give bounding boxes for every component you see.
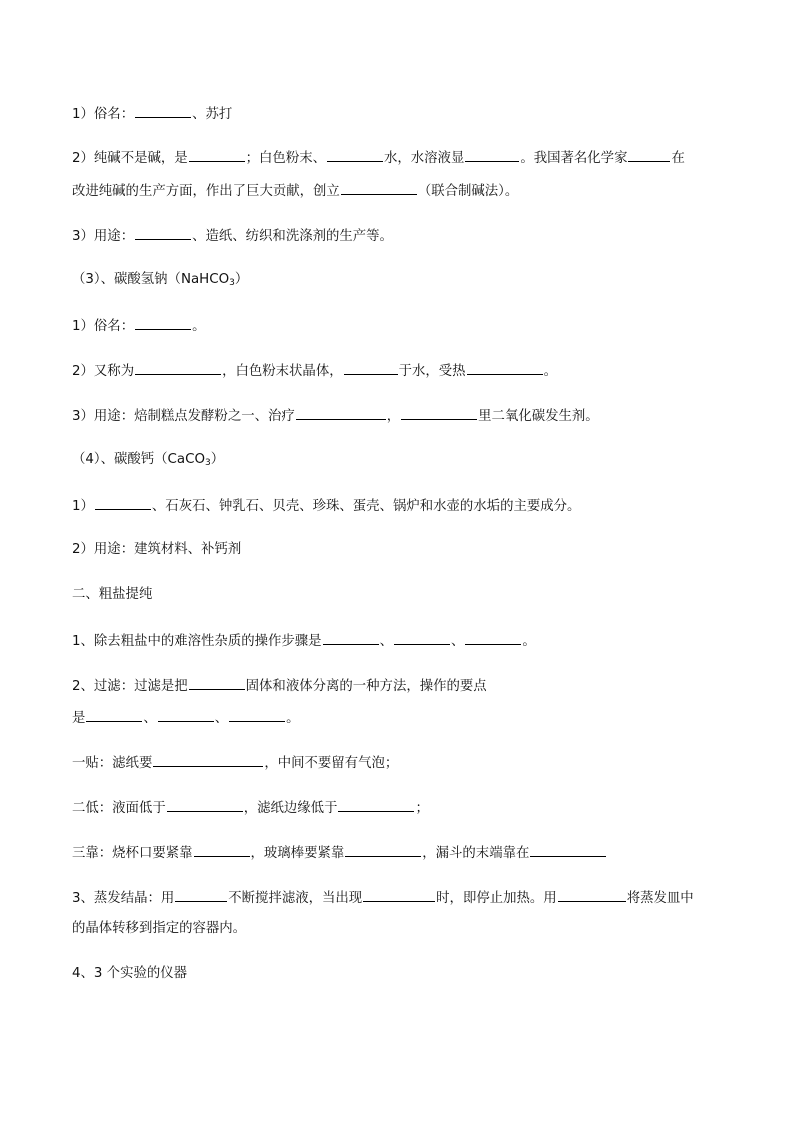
text: 2）用途：建筑材料、补钙剂 <box>72 542 242 557</box>
text: ，滤纸边缘低于 <box>243 801 338 816</box>
text: 。 <box>286 711 300 726</box>
text: 2、过滤：过滤是把 <box>72 679 188 694</box>
text: 于水，受热 <box>398 364 466 379</box>
answer-blank[interactable] <box>363 888 435 902</box>
answer-blank[interactable] <box>345 843 421 857</box>
answer-blank[interactable] <box>167 798 243 812</box>
text: 二、粗盐提纯 <box>72 587 153 602</box>
answer-blank[interactable] <box>465 631 521 645</box>
text: 里二氧化碳发生剂。 <box>478 409 599 424</box>
bicarb-alias-line <box>72 316 722 336</box>
answer-blank[interactable] <box>344 361 398 375</box>
answer-blank[interactable] <box>175 888 227 902</box>
bicarb-use-line <box>72 406 722 426</box>
text: 。 <box>522 634 536 649</box>
text: ，白色粉末状晶体， <box>222 364 343 379</box>
text: 、 <box>379 634 393 649</box>
text: （4）、碳酸钙（CaCO <box>72 452 205 467</box>
text: 一贴：滤纸要 <box>72 756 153 771</box>
text: 2）又称为 <box>72 364 135 379</box>
text: 不断搅拌滤液，当出现 <box>228 891 363 906</box>
answer-blank[interactable] <box>229 708 285 722</box>
text: 的晶体转移到指定的容器内。 <box>72 921 247 936</box>
answer-blank[interactable] <box>323 631 379 645</box>
answer-blank[interactable] <box>327 148 383 162</box>
answer-blank[interactable] <box>341 181 417 195</box>
text: 1、除去粗盐中的难溶性杂质的操作步骤是 <box>72 634 322 649</box>
text: 、 <box>143 711 157 726</box>
filter-line-2 <box>72 708 722 728</box>
salt-heading <box>72 586 722 604</box>
answer-blank[interactable] <box>153 753 263 767</box>
text: ，玻璃棒要紧靠 <box>250 846 345 861</box>
answer-blank[interactable] <box>530 843 606 857</box>
answer-blank[interactable] <box>467 361 543 375</box>
text: 。我国著名化学家 <box>520 151 628 166</box>
subscript: 3 <box>205 458 211 468</box>
text: ；白色粉末、 <box>245 151 326 166</box>
answer-blank[interactable] <box>338 798 414 812</box>
text: 改进纯碱的生产方面，作出了巨大贡献，创立 <box>72 184 340 199</box>
answer-blank[interactable] <box>296 406 386 420</box>
text: 。 <box>192 319 206 334</box>
text: 2）纯碱不是碱，是 <box>72 151 188 166</box>
answer-blank[interactable] <box>135 316 191 330</box>
subscript: 3 <box>229 278 235 288</box>
text: 。 <box>543 364 557 379</box>
text: 、苏打 <box>192 107 233 122</box>
soda-props-line <box>72 148 722 168</box>
low-line <box>72 798 722 818</box>
answer-blank[interactable] <box>86 708 142 722</box>
soda-use-line <box>72 226 722 246</box>
text: 水，水溶液显 <box>384 151 465 166</box>
text: ） <box>234 272 249 287</box>
answer-blank[interactable] <box>189 148 245 162</box>
filter-line <box>72 676 722 696</box>
bicarb-heading <box>72 271 722 289</box>
answer-blank[interactable] <box>135 104 191 118</box>
answer-blank[interactable] <box>465 148 519 162</box>
text: 固体和液体分离的一种方法，操作的要点 <box>245 679 487 694</box>
soda-props-line-2 <box>72 181 722 201</box>
answer-blank[interactable] <box>95 496 151 510</box>
text: 4、3 个实验的仪器 <box>72 966 188 981</box>
evap-line <box>72 888 722 908</box>
calcium-line-1 <box>72 496 722 516</box>
text: 1）俗名： <box>72 107 135 122</box>
answer-blank[interactable] <box>558 888 626 902</box>
calcium-use-line <box>72 541 722 559</box>
text: 、造纸、纺织和洗涤剂的生产等。 <box>192 229 393 244</box>
text: 、 <box>450 634 465 649</box>
text: ，漏斗的末端靠在 <box>422 846 530 861</box>
text: ； <box>415 801 429 816</box>
answer-blank[interactable] <box>194 843 250 857</box>
text: ，中间不要留有气泡； <box>264 756 399 771</box>
text: 将蒸发皿中 <box>626 891 694 906</box>
text: 是 <box>72 711 86 726</box>
salt-steps-line <box>72 631 722 651</box>
answer-blank[interactable] <box>135 226 191 240</box>
text: 在 <box>671 151 685 166</box>
text: 3、蒸发结晶：用 <box>72 891 175 906</box>
text: 3）用途：焙制糕点发酵粉之一、治疗 <box>72 409 295 424</box>
text: 3）用途： <box>72 229 135 244</box>
text: 时，即停止加热。用 <box>436 891 557 906</box>
evap-line-2 <box>72 920 722 938</box>
answer-blank[interactable] <box>158 708 214 722</box>
lean-line <box>72 843 722 863</box>
text: ） <box>210 452 225 467</box>
text: 三靠：烧杯口要紧靠 <box>72 846 193 861</box>
answer-blank[interactable] <box>394 631 450 645</box>
text: 二低：液面低于 <box>72 801 166 816</box>
answer-blank[interactable] <box>135 361 221 375</box>
text: ， <box>386 409 401 424</box>
soda-alias-line <box>72 104 722 124</box>
text: （3）、碳酸氢钠（NaHCO <box>72 272 230 287</box>
text: 、 <box>214 711 229 726</box>
answer-blank[interactable] <box>401 406 477 420</box>
answer-blank[interactable] <box>628 148 670 162</box>
text: 、石灰石、钟乳石、贝壳、珍珠、蛋壳、锅炉和水壶的水垢的主要成分。 <box>151 499 581 514</box>
text: （联合制碱法）。 <box>417 184 519 199</box>
tools-line <box>72 965 722 983</box>
calcium-heading <box>72 451 722 469</box>
text: 1）俗名： <box>72 319 135 334</box>
bicarb-props-line <box>72 361 722 381</box>
tie-line <box>72 753 722 773</box>
text: 1） <box>72 499 94 514</box>
answer-blank[interactable] <box>189 676 245 690</box>
